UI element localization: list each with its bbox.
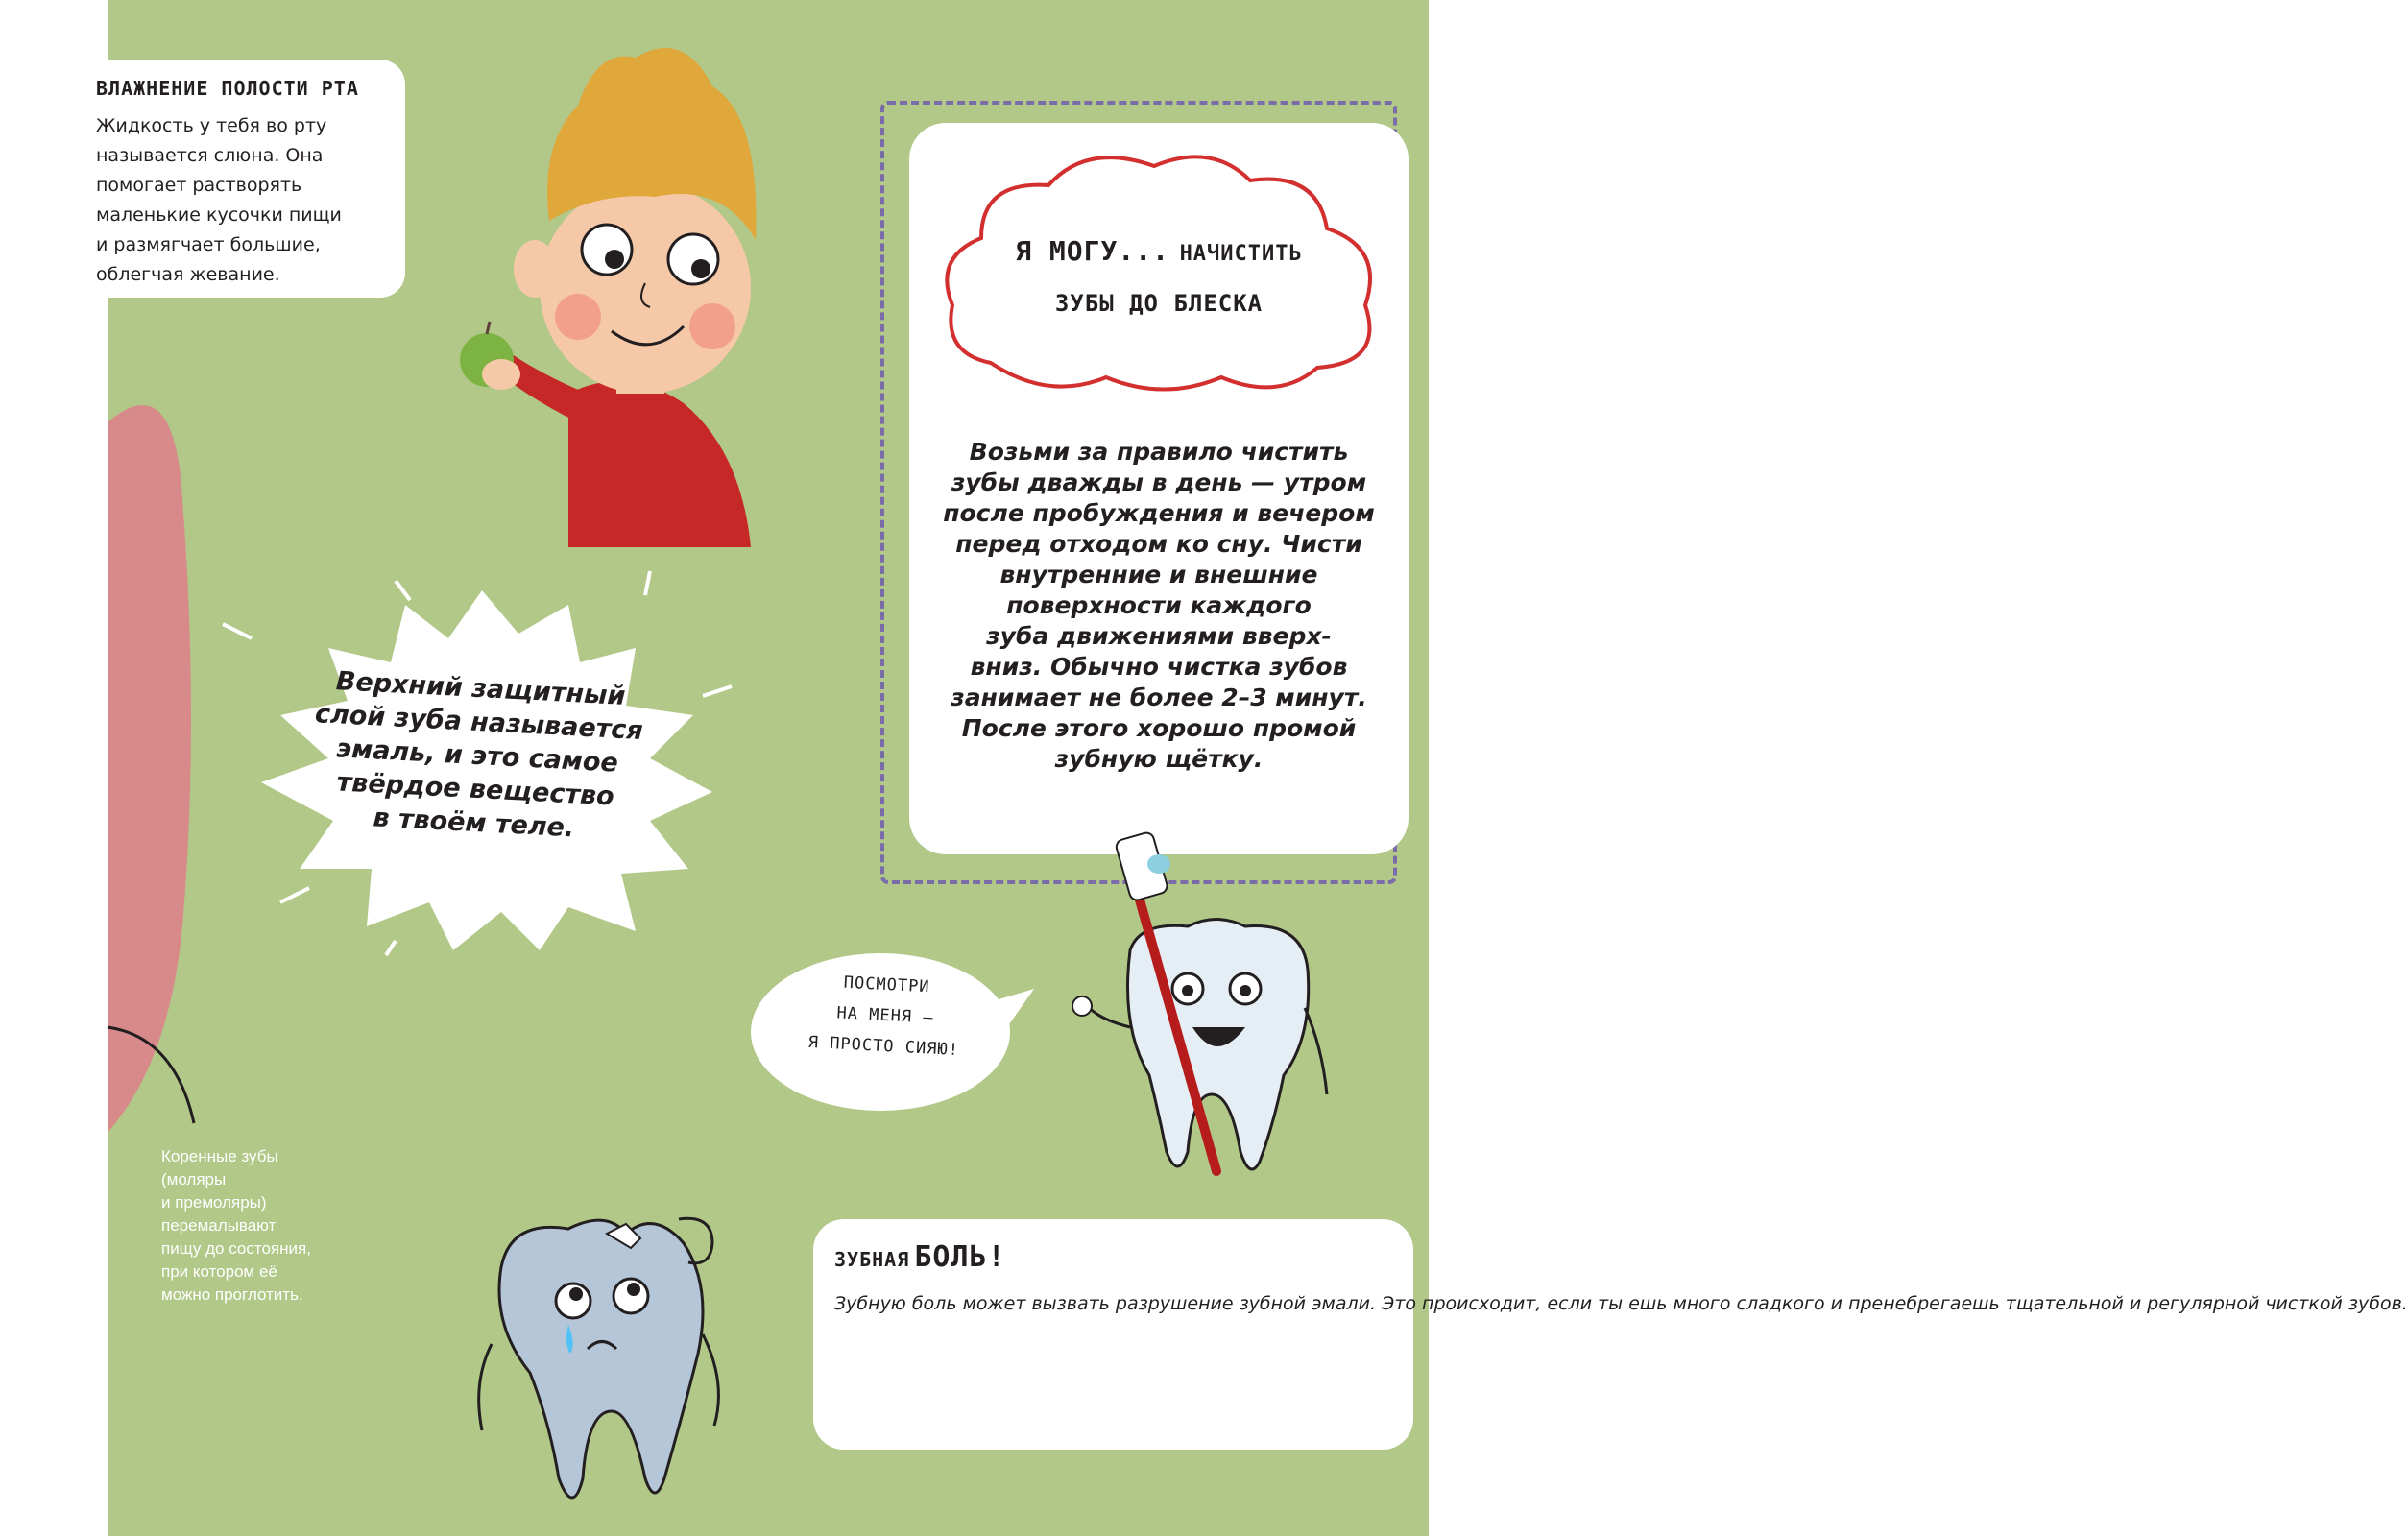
cloud-icon [933,142,1394,401]
toothache-title [834,1240,1006,1274]
burst-text: Верхний защитный слой зуба называется эмаль, и это самое твёрдое вещество в твоём теле. [314,666,644,844]
page [96,0,2408,1536]
can-do-heading-3: ЗУБЫ ДО БЛЕСКА [1054,290,1264,317]
tongue-icon [108,365,223,1152]
molars-caption: Коренные зубы (моляры и премоляры) перемалывают пищу до состояния, при котором её можно проглотить. [161,1147,311,1304]
can-do-heading-1: Я МОГУ... [1015,235,1169,267]
toothache-title-small: ЗУБНАЯ [834,1248,910,1271]
moisture-text: Жидкость у тебя во рту называется слюна. Она помогает растворять маленькие кусочки пищи и размягчает большие, облегчая жевание. [96,115,342,285]
moisture-title: ВЛАЖНЕНИЕ ПОЛОСТИ РТА [96,77,359,100]
boy-with-apple-icon [434,29,780,547]
can-do-text: Возьми за правило чистить зубы дважды в день — утром после пробуждения и вечером перед отходом ко сну. Чисти внутренние и внешние поверхности каждого зуба движениями вверх- вниз. Обычно чистка зубов занимает не более 2–3 минут. После этого хорошо промой зубную щётку. [943,438,1375,773]
can-do-heading [952,235,1365,267]
moisture-box [69,60,405,298]
speech-bubble-text: ПОСМОТРИ НА МЕНЯ – Я ПРОСТО СИЯЮ! [807,972,960,1061]
toothache-text: Зубную боль может вызвать разрушение зубной эмали. Это происходит, если ты ешь много сладкого и пренебрегаешь тщательной и регулярной чисткой зубов. [834,1293,2408,1314]
happy-tooth-icon [1053,835,1341,1200]
toothache-title-big: БОЛЬ! [914,1240,1006,1274]
toothache-box [813,1219,2408,1450]
can-do-heading-2: НАЧИСТИТЬ [1179,242,1303,266]
sad-tooth-icon [463,1190,751,1536]
